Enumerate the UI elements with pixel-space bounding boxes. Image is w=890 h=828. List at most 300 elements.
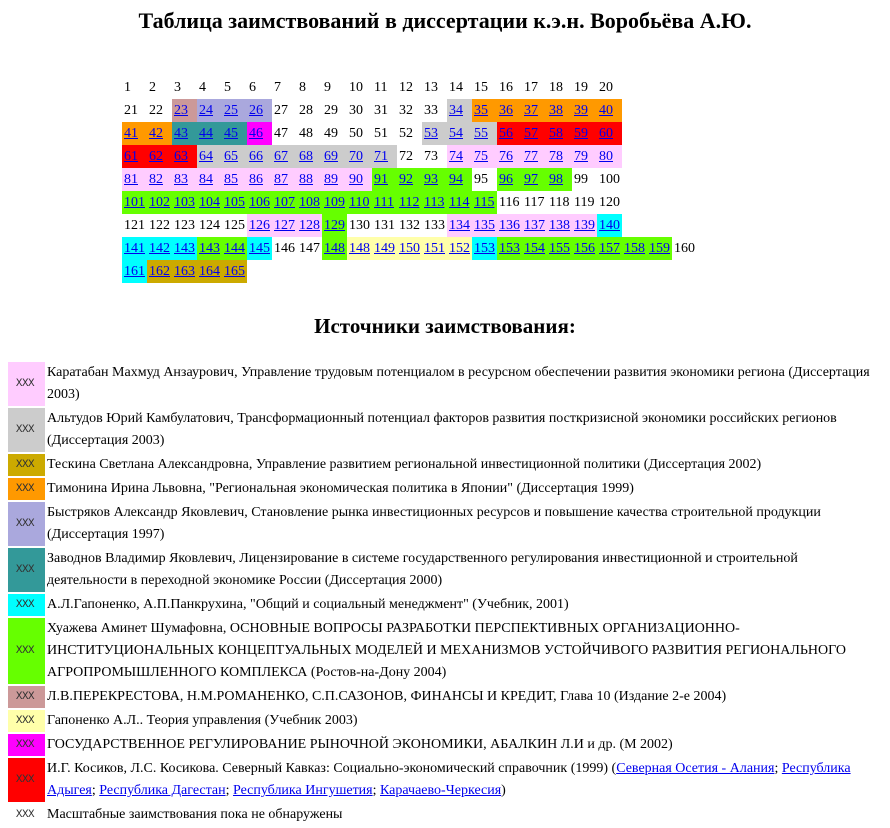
page-cell[interactable]	[197, 260, 222, 283]
page-cell[interactable]	[222, 237, 247, 260]
page-link[interactable]: 90	[349, 172, 363, 187]
color-swatch: XXX	[8, 502, 45, 546]
page-link[interactable]: 105	[224, 195, 245, 210]
page-cell[interactable]	[122, 145, 147, 168]
page-cell: 4	[199, 80, 206, 95]
page-cell: 133	[424, 218, 445, 233]
page-cell: 14	[449, 80, 463, 95]
page-link[interactable]: 144	[224, 241, 245, 256]
page-link[interactable]: 63	[174, 149, 188, 164]
page-link[interactable]: 37	[524, 103, 538, 118]
page-link[interactable]: 110	[349, 195, 370, 210]
page-cell[interactable]	[322, 237, 347, 260]
page-cell[interactable]	[622, 237, 647, 260]
page-cell[interactable]	[122, 237, 147, 260]
page-link[interactable]: 115	[474, 195, 495, 210]
page-link[interactable]: 83	[174, 172, 188, 187]
page-link[interactable]: 128	[299, 218, 320, 233]
page-link[interactable]: 136	[499, 218, 520, 233]
source-text-end: )	[501, 783, 506, 798]
page-cell[interactable]	[372, 191, 397, 214]
page-link[interactable]: 142	[149, 241, 170, 256]
page-cell[interactable]	[297, 168, 322, 191]
page-link[interactable]: 53	[424, 126, 438, 141]
page-link[interactable]: 157	[599, 241, 620, 256]
page-link[interactable]: 154	[524, 241, 545, 256]
page-link[interactable]: 56	[499, 126, 513, 141]
page-cell[interactable]	[272, 168, 297, 191]
page-cell: 5	[224, 80, 231, 95]
page-link[interactable]: 104	[199, 195, 220, 210]
page-link[interactable]: 156	[574, 241, 595, 256]
page-cell[interactable]	[197, 191, 222, 214]
page-cell[interactable]	[597, 237, 622, 260]
page-cell[interactable]	[422, 122, 447, 145]
page-cell: 146	[274, 241, 295, 256]
page-cell[interactable]	[647, 237, 672, 260]
page-cell: 32	[399, 103, 413, 118]
page-cell[interactable]	[147, 145, 172, 168]
page-cell[interactable]	[522, 168, 547, 191]
page-cell[interactable]	[497, 168, 522, 191]
page-link[interactable]: 143	[199, 241, 220, 256]
page-link[interactable]: 62	[149, 149, 163, 164]
page-link[interactable]: 112	[399, 195, 420, 210]
page-cell: 16	[499, 80, 513, 95]
page-link[interactable]: 155	[549, 241, 570, 256]
page-cell[interactable]	[272, 145, 297, 168]
page-link[interactable]: 57	[524, 126, 538, 141]
page-cell[interactable]	[297, 191, 322, 214]
source-description: И.Г. Косиков, Л.С. Косикова. Северный Кавказ: Социально-экономический справочник (1999) (Северная Осетия - Алания; Республика Адыгея; Республика Дагестан; Республика Ингушетия; Карачаево-Черкесия)	[47, 761, 851, 798]
page-link[interactable]: 86	[249, 172, 263, 187]
page-link[interactable]: 82	[149, 172, 163, 187]
page-link[interactable]: 42	[149, 126, 163, 141]
page-cell[interactable]	[572, 214, 597, 237]
page-link[interactable]: 148	[349, 241, 370, 256]
page-cell[interactable]	[547, 122, 572, 145]
page-cell[interactable]	[197, 168, 222, 191]
page-link[interactable]: 158	[624, 241, 645, 256]
page-cell[interactable]	[222, 145, 247, 168]
page-cell[interactable]	[447, 99, 472, 122]
page-link[interactable]: 135	[474, 218, 495, 233]
page-link[interactable]: 92	[399, 172, 413, 187]
page-cell[interactable]	[147, 260, 172, 283]
page-cell[interactable]	[397, 168, 422, 191]
page-cell[interactable]	[297, 145, 322, 168]
page-cell[interactable]	[497, 145, 522, 168]
page-link[interactable]: 89	[324, 172, 338, 187]
sources-legend	[8, 360, 874, 828]
page-link[interactable]: 102	[149, 195, 170, 210]
region-link[interactable]: Республика Адыгея	[47, 761, 851, 798]
page-cell[interactable]	[447, 145, 472, 168]
page-cell: 117	[524, 195, 545, 210]
page-link[interactable]: 149	[374, 241, 395, 256]
page-link[interactable]: 64	[199, 149, 213, 164]
color-swatch: XXX	[8, 478, 45, 500]
page-cell[interactable]	[147, 237, 172, 260]
page-cell[interactable]	[322, 145, 347, 168]
page-cell[interactable]	[222, 122, 247, 145]
page-cell[interactable]	[197, 145, 222, 168]
grid-row	[122, 76, 697, 99]
page-link[interactable]: 71	[374, 149, 388, 164]
page-cell[interactable]	[247, 191, 272, 214]
color-swatch: XXX	[8, 618, 45, 684]
page-link[interactable]: 103	[174, 195, 195, 210]
page-cell[interactable]	[472, 99, 497, 122]
page-link[interactable]: 94	[449, 172, 463, 187]
page-link[interactable]: 35	[474, 103, 488, 118]
color-swatch: XXX	[8, 710, 45, 732]
page-link[interactable]: 114	[449, 195, 470, 210]
page-link[interactable]: 74	[449, 149, 463, 164]
page-link[interactable]: 39	[574, 103, 588, 118]
page-cell: 100	[599, 172, 620, 187]
page-link[interactable]: 81	[124, 172, 138, 187]
page-link[interactable]: 44	[199, 126, 213, 141]
color-swatch: XXX	[8, 734, 45, 756]
page-cell[interactable]	[597, 214, 622, 237]
page-cell: 2	[149, 80, 156, 95]
page-link[interactable]: 76	[499, 149, 513, 164]
page-link[interactable]: 165	[224, 264, 245, 279]
page-cell[interactable]	[497, 214, 522, 237]
source-description: Гапоненко А.Л.. Теория управления (Учебник 2003)	[47, 713, 358, 728]
legend-item	[8, 758, 874, 802]
page-cell[interactable]	[197, 237, 222, 260]
page-link[interactable]: 162	[149, 264, 170, 279]
legend-item	[8, 618, 874, 684]
page-cell[interactable]	[447, 168, 472, 191]
page-link[interactable]: 138	[549, 218, 570, 233]
page-cell: 131	[374, 218, 395, 233]
page-cell[interactable]	[322, 191, 347, 214]
page-cell[interactable]	[522, 99, 547, 122]
page-cell[interactable]	[547, 99, 572, 122]
page-link[interactable]: 96	[499, 172, 513, 187]
page-link[interactable]: 163	[174, 264, 195, 279]
page-link[interactable]: 88	[299, 172, 313, 187]
page-cell[interactable]	[397, 191, 422, 214]
page-link[interactable]: 113	[424, 195, 445, 210]
page-cell[interactable]	[322, 214, 347, 237]
grid-row	[122, 145, 697, 168]
page-cell[interactable]	[547, 168, 572, 191]
page-cell[interactable]	[222, 168, 247, 191]
page-link[interactable]: 164	[199, 264, 220, 279]
page-cell: 116	[499, 195, 520, 210]
color-swatch: XXX	[15, 809, 35, 821]
page-link[interactable]: 70	[349, 149, 363, 164]
page-cell[interactable]	[172, 145, 197, 168]
page-cell: 10	[349, 80, 363, 95]
page-cell: 51	[374, 126, 388, 141]
page-link[interactable]: 153	[499, 241, 520, 256]
page-link[interactable]: 91	[374, 172, 388, 187]
page-link[interactable]: 54	[449, 126, 463, 141]
legend-item	[8, 478, 874, 500]
page-cell[interactable]	[322, 168, 347, 191]
page-cell[interactable]	[447, 191, 472, 214]
color-swatch: XXX	[8, 686, 45, 708]
page-link[interactable]: 59	[574, 126, 588, 141]
page-link[interactable]: 150	[399, 241, 420, 256]
page-cell: 15	[474, 80, 488, 95]
page-cell: 130	[349, 218, 370, 233]
page-link[interactable]: 66	[249, 149, 263, 164]
page-cell[interactable]	[547, 214, 572, 237]
page-link[interactable]: 93	[424, 172, 438, 187]
page-cell[interactable]	[572, 237, 597, 260]
page-cell[interactable]	[122, 191, 147, 214]
page-cell: 50	[349, 126, 363, 141]
page-cell[interactable]	[122, 260, 147, 283]
page-cell[interactable]	[247, 122, 272, 145]
page-cell[interactable]	[272, 191, 297, 214]
page-link[interactable]: 127	[274, 218, 295, 233]
page-cell[interactable]	[347, 237, 372, 260]
page-cell[interactable]	[472, 237, 497, 260]
grid-row	[122, 191, 697, 214]
page-link[interactable]: 143	[174, 241, 195, 256]
page-link[interactable]: 159	[649, 241, 670, 256]
source-description: ГОСУДАРСТВЕННОЕ РЕГУЛИРОВАНИЕ РЫНОЧНОЙ ЭКОНОМИКИ, АБАЛКИН Л.И и др. (М 2002)	[47, 737, 673, 752]
page-link[interactable]: 152	[449, 241, 470, 256]
source-description: Тимонина Ирина Львовна, "Региональная экономическая политика в Японии" (Диссертация 1999)	[47, 481, 634, 496]
page-cell: 27	[274, 103, 288, 118]
page-link[interactable]: 101	[124, 195, 145, 210]
page-cell: 48	[299, 126, 313, 141]
page-cell[interactable]	[422, 237, 447, 260]
page-link[interactable]: 26	[249, 103, 263, 118]
page-link[interactable]: 25	[224, 103, 238, 118]
page-cell[interactable]	[347, 168, 372, 191]
page-link[interactable]: 61	[124, 149, 138, 164]
page-link[interactable]: 43	[174, 126, 188, 141]
legend-item	[8, 548, 874, 592]
page-cell[interactable]	[272, 214, 297, 237]
page-link[interactable]: 46	[249, 126, 263, 141]
page-cell[interactable]	[172, 122, 197, 145]
page-cell[interactable]	[172, 168, 197, 191]
page-cell[interactable]	[572, 145, 597, 168]
page-link[interactable]: 87	[274, 172, 288, 187]
page-link[interactable]: 78	[549, 149, 563, 164]
page-cell[interactable]	[372, 237, 397, 260]
page-link[interactable]: 34	[449, 103, 463, 118]
page-cell: 72	[399, 149, 413, 164]
page-cell[interactable]	[347, 191, 372, 214]
page-link[interactable]: 108	[299, 195, 320, 210]
page-link[interactable]: 85	[224, 172, 238, 187]
page-cell[interactable]	[397, 237, 422, 260]
page-cell: 119	[574, 195, 595, 210]
page-link[interactable]: 139	[574, 218, 595, 233]
page-cell[interactable]	[222, 260, 247, 283]
page-cell: 28	[299, 103, 313, 118]
page-cell: 9	[324, 80, 331, 95]
page-link[interactable]: 111	[374, 195, 394, 210]
page-link[interactable]: 98	[549, 172, 563, 187]
page-cell: 7	[274, 80, 281, 95]
page-link[interactable]: 145	[249, 241, 270, 256]
page-link[interactable]: 36	[499, 103, 513, 118]
legend-item	[8, 362, 874, 406]
page-cell[interactable]	[172, 99, 197, 122]
page-link[interactable]: 141	[124, 241, 145, 256]
page-cell[interactable]	[497, 237, 522, 260]
page-link[interactable]: 68	[299, 149, 313, 164]
page-link[interactable]: 161	[124, 264, 145, 279]
grid-row	[122, 237, 697, 260]
page-link[interactable]: 41	[124, 126, 138, 141]
legend-item	[8, 734, 874, 756]
page-cell[interactable]	[122, 122, 147, 145]
page-link[interactable]: 134	[449, 218, 470, 233]
page-cell[interactable]	[497, 99, 522, 122]
page-link[interactable]: 55	[474, 126, 488, 141]
page-cell[interactable]	[472, 122, 497, 145]
page-link[interactable]: 84	[199, 172, 213, 187]
page-cell[interactable]	[522, 214, 547, 237]
page-cell: 99	[574, 172, 588, 187]
page-link[interactable]: 106	[249, 195, 270, 210]
page-cell[interactable]	[572, 122, 597, 145]
page-link[interactable]: 69	[324, 149, 338, 164]
page-cell[interactable]	[422, 191, 447, 214]
page-cell: 1	[124, 80, 131, 95]
page-cell[interactable]	[547, 145, 572, 168]
page-cell[interactable]	[472, 191, 497, 214]
page-link[interactable]: 109	[324, 195, 345, 210]
region-link[interactable]: Карачаево-Черкесия	[380, 783, 502, 798]
page-link[interactable]: 129	[324, 218, 345, 233]
page-link[interactable]: 58	[549, 126, 563, 141]
page-link[interactable]: 126	[249, 218, 270, 233]
page-cell: 147	[299, 241, 320, 256]
page-cell: 11	[374, 80, 388, 95]
region-link[interactable]: Республика Ингушетия	[232, 783, 373, 798]
page-link[interactable]: 60	[599, 126, 613, 141]
page-cell[interactable]	[172, 237, 197, 260]
page-cell[interactable]	[472, 214, 497, 237]
page-link[interactable]: 153	[474, 241, 495, 256]
page-cell[interactable]	[247, 237, 272, 260]
page-link[interactable]: 67	[274, 149, 288, 164]
page-cell[interactable]	[472, 145, 497, 168]
page-link[interactable]: 79	[574, 149, 588, 164]
page-cell[interactable]	[422, 168, 447, 191]
page-cell[interactable]	[222, 99, 247, 122]
color-swatch: XXX	[8, 594, 45, 616]
page-cell[interactable]	[447, 237, 472, 260]
page-link[interactable]: 77	[524, 149, 538, 164]
page-cell[interactable]	[522, 122, 547, 145]
page-cell[interactable]	[522, 145, 547, 168]
page-link[interactable]: 80	[599, 149, 613, 164]
page-cell[interactable]	[197, 122, 222, 145]
page-cell[interactable]	[347, 145, 372, 168]
page-cell: 123	[174, 218, 195, 233]
region-link[interactable]: Республика Дагестан	[99, 783, 226, 798]
page-link[interactable]: 45	[224, 126, 238, 141]
page-cell[interactable]	[172, 260, 197, 283]
page-link[interactable]: 75	[474, 149, 488, 164]
page-cell[interactable]	[147, 168, 172, 191]
page-cell[interactable]	[247, 145, 272, 168]
page-cell: 8	[299, 80, 306, 95]
page-cell[interactable]	[522, 237, 547, 260]
page-link[interactable]: 40	[599, 103, 613, 118]
page-link[interactable]: 107	[274, 195, 295, 210]
page-cell[interactable]	[597, 122, 622, 145]
page-cell[interactable]	[547, 237, 572, 260]
color-swatch: XXX	[8, 454, 45, 476]
page-cell[interactable]	[147, 191, 172, 214]
region-link[interactable]: Северная Осетия - Алания	[616, 761, 775, 776]
source-description: Каратабан Махмуд Анзаурович, Управление трудовым потенциалом в ресурсном обеспечении развития экономики региона (Диссертация 2003)	[47, 365, 870, 402]
page-cell[interactable]	[497, 122, 522, 145]
page-cell[interactable]	[572, 99, 597, 122]
page-link[interactable]: 140	[599, 218, 620, 233]
source-description: Масштабные заимствования пока не обнаружены	[47, 807, 343, 822]
page-title: Таблица заимствований в диссертации к.э.н. Воробьёва А.Ю.	[138, 8, 752, 33]
page-cell: 125	[224, 218, 245, 233]
page-link[interactable]: 148	[324, 241, 345, 256]
page-cell[interactable]	[597, 145, 622, 168]
page-cell[interactable]	[447, 214, 472, 237]
page-cell[interactable]	[247, 214, 272, 237]
page-cell[interactable]	[222, 191, 247, 214]
page-cell: 122	[149, 218, 170, 233]
page-cell: 30	[349, 103, 363, 118]
page-cell[interactable]	[197, 99, 222, 122]
page-cell: 20	[599, 80, 613, 95]
legend-item	[8, 502, 874, 546]
page-cell: 17	[524, 80, 538, 95]
page-link[interactable]: 151	[424, 241, 445, 256]
page-cell: 13	[424, 80, 438, 95]
page-link[interactable]: 97	[524, 172, 538, 187]
page-cell: 29	[324, 103, 338, 118]
page-cell[interactable]	[147, 122, 172, 145]
page-cell: 160	[674, 241, 695, 256]
page-cell[interactable]	[447, 122, 472, 145]
page-cell: 6	[249, 80, 256, 95]
page-cell[interactable]	[297, 214, 322, 237]
page-link[interactable]: 24	[199, 103, 213, 118]
page-cell[interactable]	[597, 99, 622, 122]
page-link[interactable]: 23	[174, 103, 188, 118]
page-link[interactable]: 65	[224, 149, 238, 164]
page-cell[interactable]	[372, 168, 397, 191]
page-cell: 19	[574, 80, 588, 95]
page-cell: 49	[324, 126, 338, 141]
page-cell[interactable]	[247, 99, 272, 122]
page-cell: 95	[474, 172, 488, 187]
page-cell: 33	[424, 103, 438, 118]
page-cell[interactable]	[122, 168, 147, 191]
page-cell[interactable]	[172, 191, 197, 214]
page-link[interactable]: 137	[524, 218, 545, 233]
page-link[interactable]: 38	[549, 103, 563, 118]
page-cell[interactable]	[372, 145, 397, 168]
legend-item	[8, 710, 874, 732]
page-cell[interactable]	[247, 168, 272, 191]
